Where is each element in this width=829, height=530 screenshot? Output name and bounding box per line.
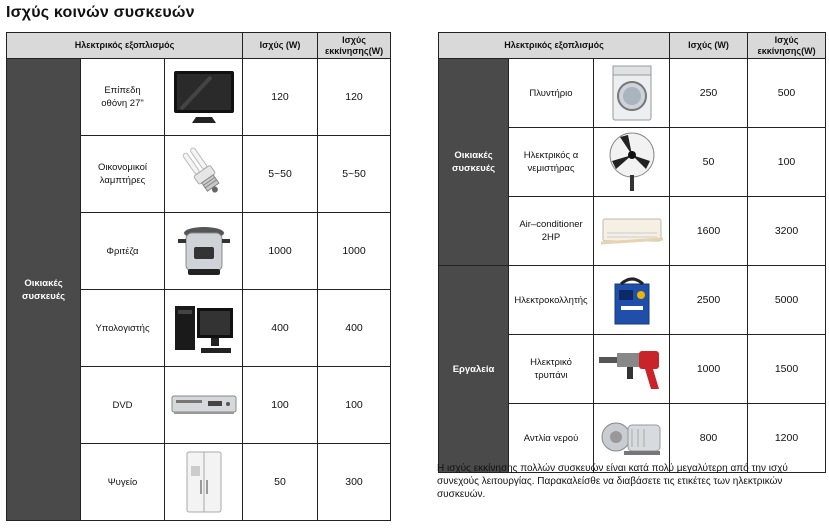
equipment-header: Ηλεκτρικός εξοπλισμός: [439, 33, 670, 59]
appliance-name: Επίπεδη οθόνη 27": [81, 59, 165, 136]
appliance-name: Ηλεκτρικός α νεμιστήρας: [509, 128, 594, 197]
appliance-name: Ηλεκτρικό τρυπάνι: [509, 335, 594, 404]
power-value: 5~50: [243, 136, 318, 213]
appliance-name: Φριτέζα: [81, 213, 165, 290]
start-power-value: 100: [318, 367, 391, 444]
welder-icon: [594, 266, 670, 335]
power-value: 100: [243, 367, 318, 444]
category-household: Οικιακές συσκευές: [439, 59, 509, 266]
ac-icon: [594, 197, 670, 266]
power-value: 50: [670, 128, 748, 197]
power-value: 1000: [670, 335, 748, 404]
drill-icon: [594, 335, 670, 404]
start-power-value: 1200: [748, 404, 826, 473]
fryer-icon: [165, 213, 243, 290]
power-value: 1600: [670, 197, 748, 266]
power-value: 400: [243, 290, 318, 367]
fan-icon: [594, 128, 670, 197]
appliance-name: Οικονομικοί λαμπτήρες: [81, 136, 165, 213]
appliance-name: Υπολογιστής: [81, 290, 165, 367]
start-power-value: 1000: [318, 213, 391, 290]
appliance-name: DVD: [81, 367, 165, 444]
right-power-table: [438, 32, 826, 473]
tv-icon: [165, 59, 243, 136]
start-power-value: 3200: [748, 197, 826, 266]
start-power-value: 5~50: [318, 136, 391, 213]
category-tools: Εργαλεία: [439, 266, 509, 473]
power-value: 120: [243, 59, 318, 136]
start-power-header: Ισχύς εκκίνησης(W): [748, 33, 826, 59]
computer-icon: [165, 290, 243, 367]
bulb-icon: [165, 136, 243, 213]
power-value: 2500: [670, 266, 748, 335]
power-value: 1000: [243, 213, 318, 290]
power-value: 250: [670, 59, 748, 128]
start-power-value: 500: [748, 59, 826, 128]
start-power-value: 120: [318, 59, 391, 136]
start-power-value: 300: [318, 444, 391, 521]
start-power-value: 100: [748, 128, 826, 197]
appliance-name: Air–conditioner 2HP: [509, 197, 594, 266]
startup-power-note: Η ισχύς εκκίνησης πολλών συσκευών είναι κατά πολύ μεγαλύτερη από την ισχύ συνεχούς λειτουργίας. Παρακαλείσθε να διαβάσετε τις ετικέτες των ηλεκτρικών συσκευών.: [437, 463, 788, 500]
page-title: Ισχύς κοινών συσκευών: [6, 4, 195, 21]
appliance-name: Αντλία νερού: [509, 404, 594, 473]
equipment-header: Ηλεκτρικός εξοπλισμός: [7, 33, 243, 59]
appliance-name: Ψυγείο: [81, 444, 165, 521]
power-value: 50: [243, 444, 318, 521]
power-header: Ισχύς (W): [243, 33, 318, 59]
start-power-value: 400: [318, 290, 391, 367]
power-value: 800: [670, 404, 748, 473]
start-power-header: Ισχύς εκκίνησης(W): [318, 33, 391, 59]
appliance-name: Ηλεκτροκολλητής: [509, 266, 594, 335]
power-header: Ισχύς (W): [670, 33, 748, 59]
appliance-name: Πλυντήριο: [509, 59, 594, 128]
fridge-icon: [165, 444, 243, 521]
washer-icon: [594, 59, 670, 128]
left-power-table: [6, 32, 391, 521]
start-power-value: 1500: [748, 335, 826, 404]
category-household: Οικιακές συσκευές: [7, 59, 81, 521]
dvd-icon: [165, 367, 243, 444]
start-power-value: 5000: [748, 266, 826, 335]
